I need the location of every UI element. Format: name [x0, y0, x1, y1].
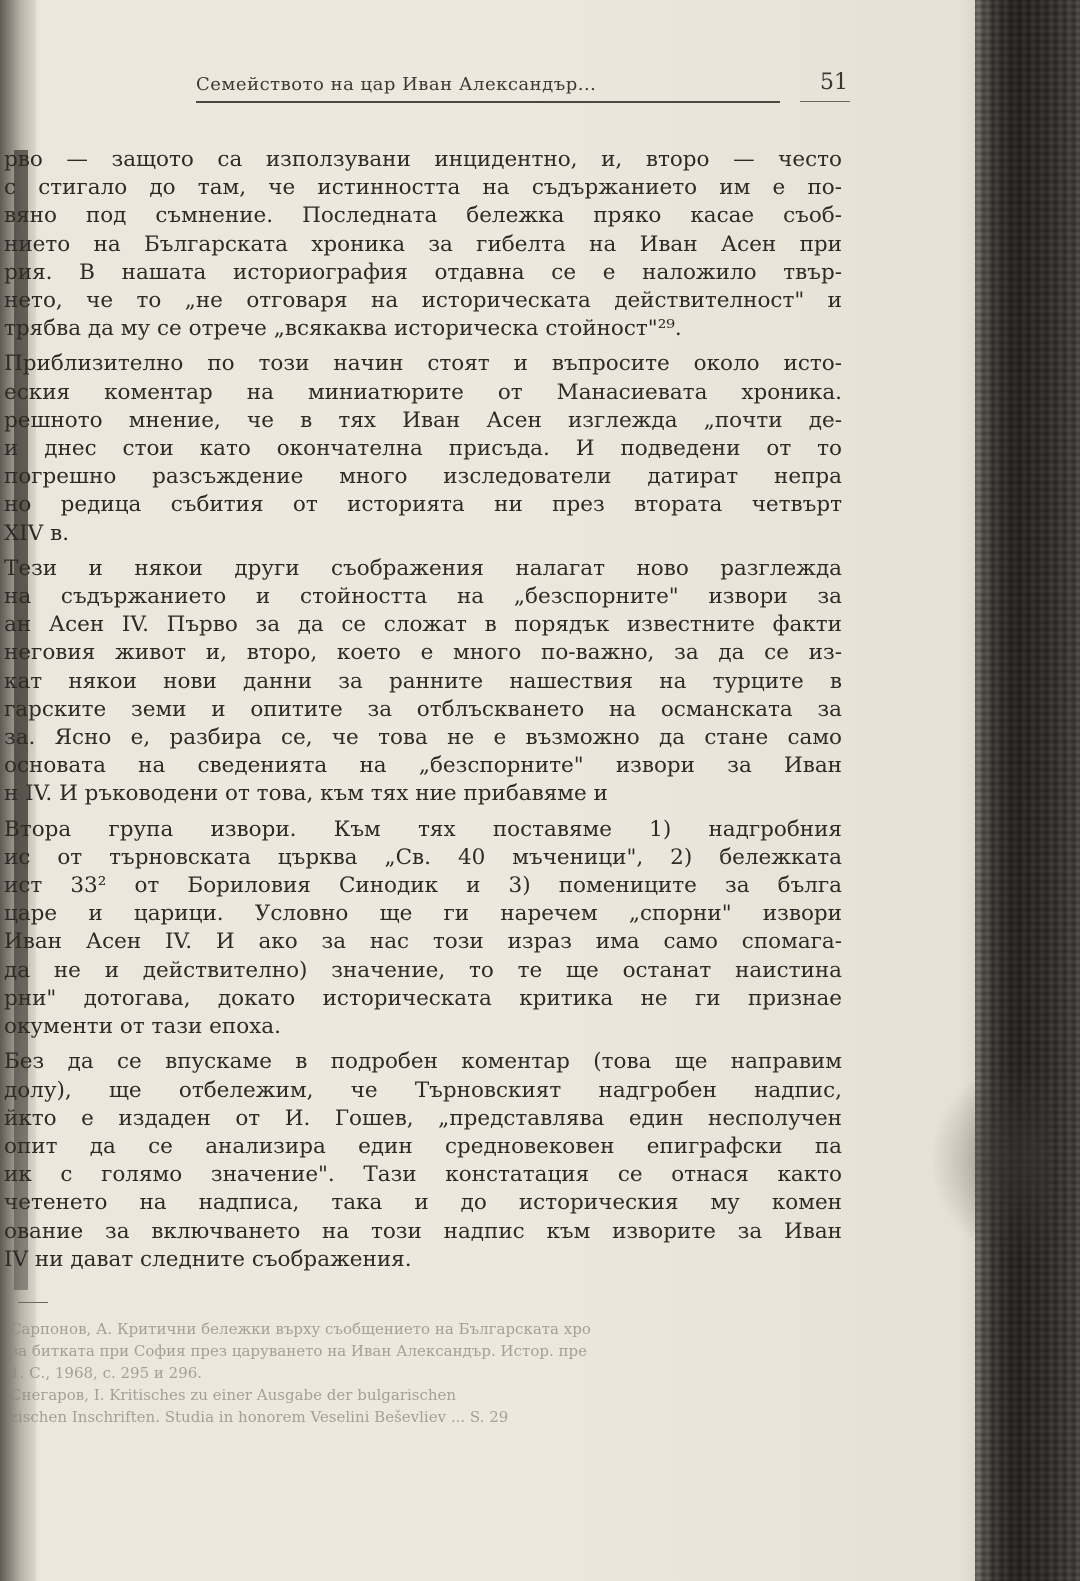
text-line: Иван Асен IV. И ако за нас този израз има само спомага- — [4, 929, 842, 955]
header-rule — [196, 101, 780, 103]
text-line: н IV. И ръководени от това, към тях ние прибавяме и — [4, 781, 608, 807]
footnote-line: 1. С., 1968, с. 295 и 296. — [10, 1364, 203, 1382]
text-line: за. Ясно е, разбира се, че това не е възможно да стане само — [4, 725, 842, 751]
text-line: гарските земи и опитите за отблъскването на османската за — [4, 696, 842, 722]
text-line: кат някои нови данни за ранните нашествия на турците в — [4, 668, 842, 694]
running-title: Семейството на цар Иван Александър... — [196, 74, 597, 95]
footnotes — [10, 1318, 840, 1428]
paragraph — [0, 1048, 865, 1274]
text-line: да не и действително) значение, то те ще останат наистина — [4, 957, 842, 983]
text-line: неговия живот и, второ, което е много по-важно, за да се из- — [4, 640, 842, 666]
footnote-rule — [18, 1302, 48, 1303]
text-line: нието на Българската хроника за гибелта на Иван Асен при — [4, 231, 842, 257]
text-line: погрешно разсъждение много изследователи датират непра — [4, 464, 842, 490]
footnote-line: Снегаров, I. Kritisches zu einer Ausgabe der bulgarischen — [10, 1386, 457, 1404]
text-line: и днес стои като окончателна присъда. И подведени от то — [4, 436, 842, 462]
text-line: XIV в. — [4, 520, 70, 546]
text-line: трябва да му се отрече „всякаква историческа стойност"²⁹. — [4, 316, 682, 342]
text-line: Тези и някои други съображения налагат ново разглежда — [4, 555, 842, 581]
header-rule-end — [800, 101, 850, 102]
paragraph — [0, 146, 865, 343]
paragraph — [0, 816, 865, 1042]
text-line: с стигало до там, че истинността на съдържанието им е по- — [4, 175, 842, 201]
paragraph — [0, 350, 865, 547]
text-line: решното мнение, че в тях Иван Асен изглежда „почти де- — [4, 407, 842, 433]
text-line: Втора група извори. Към тях поставяме 1) надгробния — [4, 816, 842, 842]
text-line: Без да се впускаме в подробен коментар (това ще направим — [4, 1049, 842, 1075]
right-smudge — [930, 1060, 1050, 1260]
text-line: окументи от тази епоха. — [4, 1014, 281, 1040]
running-header — [196, 70, 856, 102]
text-line: еския коментар на миниатюрите от Манасиевата хроника. — [4, 379, 842, 405]
text-line: основата на сведенията на „безспорните" извори за Иван — [4, 753, 842, 779]
text-line: ис от търновската църква „Св. 40 мъченици", 2) бележката — [4, 844, 842, 870]
text-line: нето, че то „не отговаря на историческата действителност" и — [4, 288, 842, 314]
text-line: ан Асен IV. Първо за да се сложат в порядък известните факти — [4, 612, 842, 638]
footnote-line: Сарпонов, А. Критични бележки върху съобщението на Българската хро — [10, 1320, 591, 1338]
text-line: Приблизително по този начин стоят и въпросите около исто- — [4, 351, 842, 377]
text-line: опит да се анализира един средновековен епиграфски па — [4, 1133, 842, 1159]
text-line: йкто е издаден от И. Гошев, „представлява един несполучен — [4, 1105, 842, 1131]
text-line: вяно под съмнение. Последната бележка пряко касае съоб- — [4, 203, 842, 229]
footnote-line: за битката при София през царуването на Иван Александър. Истор. пре — [10, 1342, 587, 1360]
text-line: рво — защото са използувани инцидентно, и, второ — често — [4, 147, 842, 172]
text-line: четенето на надписа, така и до историческия му комен — [4, 1190, 842, 1216]
text-line: ование за включването на този надпис към изворите за Иван — [4, 1218, 842, 1244]
body-text — [0, 146, 865, 1274]
text-line: рия. В нашата историография отдавна се е наложило твър- — [4, 259, 842, 285]
text-line: ик с голямо значение". Тази констатация се отнася както — [4, 1162, 842, 1188]
text-line: на съдържанието и стойността на „безспорните" извори за — [4, 584, 842, 610]
text-line: цаpe и царици. Условно ще ги наречем „спорни" извори — [4, 901, 842, 927]
text-line: ист 33² от Бориловия Синодик и 3) помениците за бълга — [4, 873, 842, 899]
footnote-line: zischen Inschriften. Studia in honorem Veselini Beševliev ... S. 29 — [10, 1408, 509, 1426]
page-number: 51 — [820, 70, 848, 95]
right-edge-shadow — [975, 0, 1080, 1581]
text-line: долу), ще отбележим, че Търновският надгробен надпис, — [4, 1077, 842, 1103]
text-line: но редица събития от историята ни през втората четвърт — [4, 492, 842, 518]
paragraph — [0, 555, 865, 809]
text-line: рни" дотогава, докато историческата критика не ги признае — [4, 985, 842, 1011]
text-line: IV ни дават следните съображения. — [4, 1246, 412, 1272]
